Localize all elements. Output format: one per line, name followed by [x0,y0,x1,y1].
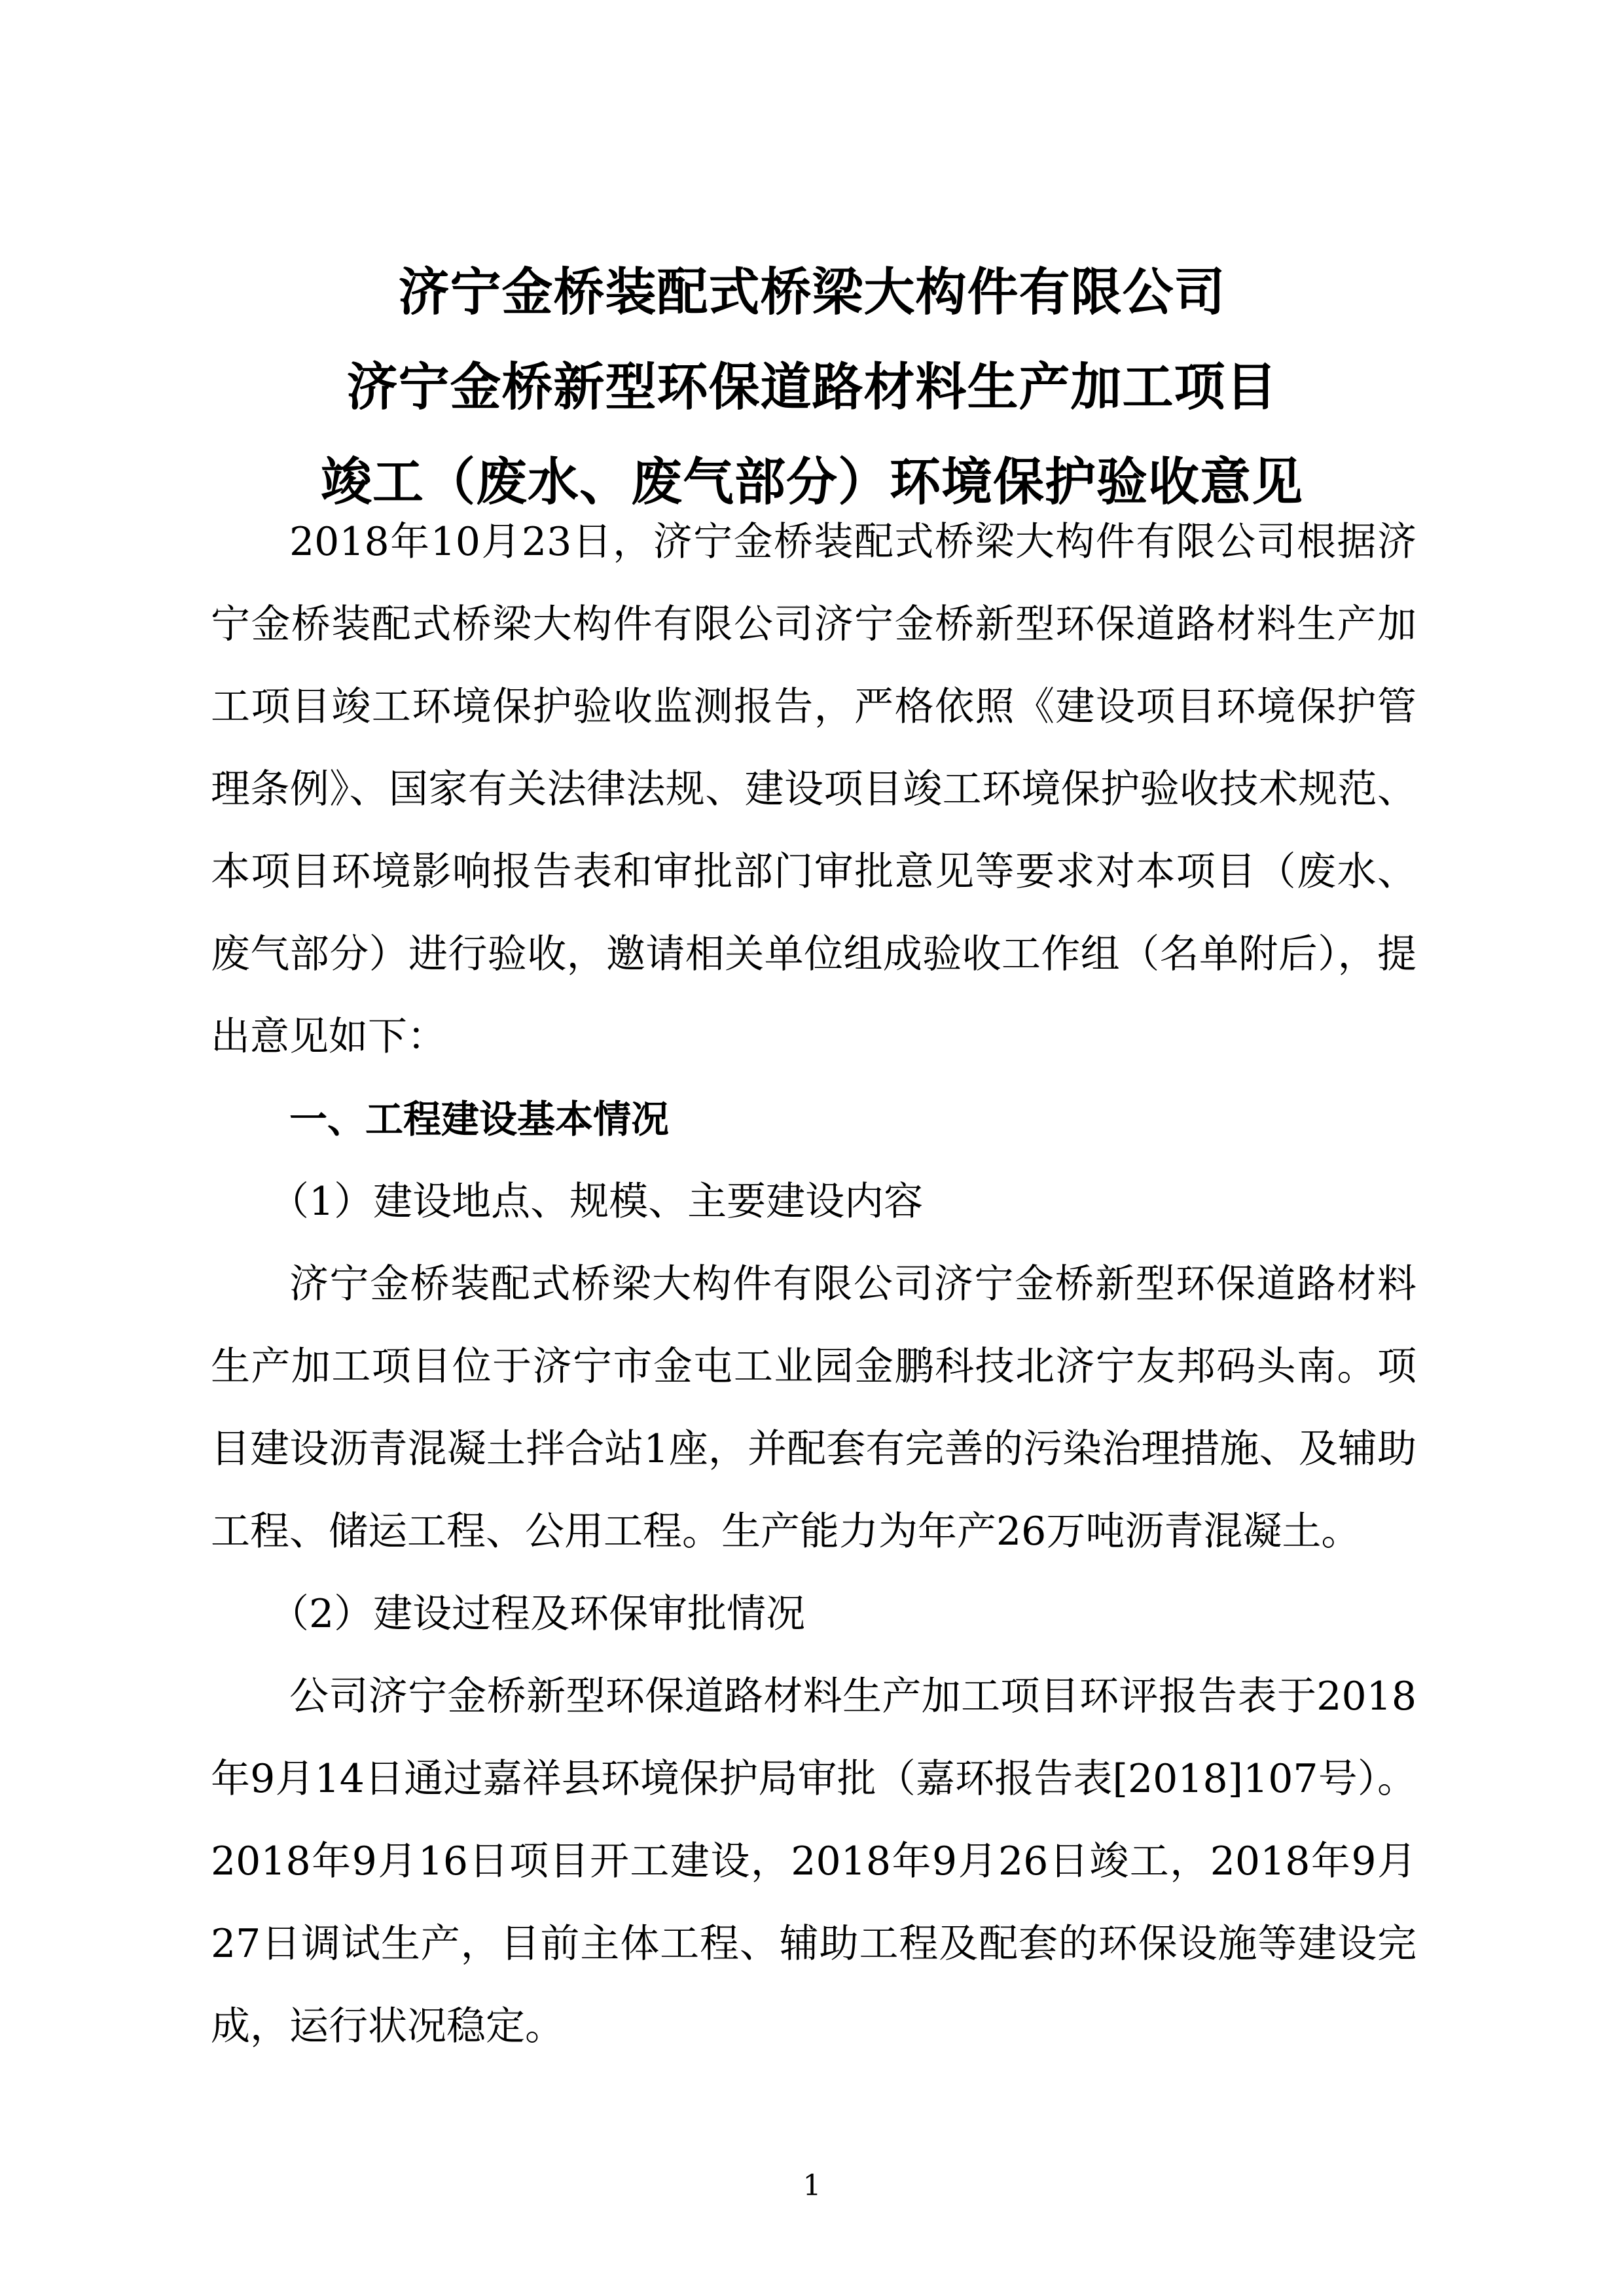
title-line-subject: 竣工（废水、废气部分）环境保护验收意见 [320,453,1303,512]
subsection-heading: （2）建设过程及环保审批情况 [270,1591,806,1637]
subsection-paragraph: 公司济宁金桥新型环保道路材料生产加工项目环评报告表于2018年9月14日通过嘉祥县环境保护局审批（嘉环报告表[2018]107号）。2018年9月16日项目开工建设，2018年9月26日竣工，2018年9月27日调试生产，目前主体工程、辅助工程及配套的环保设施等建设完成，运行状况稳定。 [211,1674,1416,2049]
subsection-paragraph: 济宁金桥装配式桥梁大构件有限公司济宁金桥新型环保道路材料生产加工项目位于济宁市金屯工业园金鹏科技北济宁友邦码头南。项目建设沥青混凝土拌合站1座，并配套有完善的污染治理措施、及辅助工程、储运工程、公用工程。生产能力为年产26万吨沥青混凝土。 [211,1261,1417,1554]
title-line-project: 济宁金桥新型环保道路材料生产加工项目 [346,358,1278,417]
document-body [211,501,1416,2068]
page-number: 1 [803,2169,821,2202]
title-line-company: 济宁金桥装配式桥梁大构件有限公司 [398,263,1226,322]
section-heading: 一、工程建设基本情况 [289,1097,670,1141]
intro-paragraph: 2018年10月23日，济宁金桥装配式桥梁大构件有限公司根据济宁金桥装配式桥梁大构件有限公司济宁金桥新型环保道路材料生产加工项目竣工环境保护验收监测报告，严格依照《建设项目环境保护管理条例》、国家有关法律法规、建设项目竣工环境保护验收技术规范、本项目环境影响报告表和审批部门审批意见等要求对本项目（废水、废气部分）进行验收，邀请相关单位组成验收工作组（名单附后），提出意见如下： [211,519,1416,1060]
subsection-heading: （1）建设地点、规模、主要建设内容 [270,1179,924,1225]
document-title [0,245,1624,530]
